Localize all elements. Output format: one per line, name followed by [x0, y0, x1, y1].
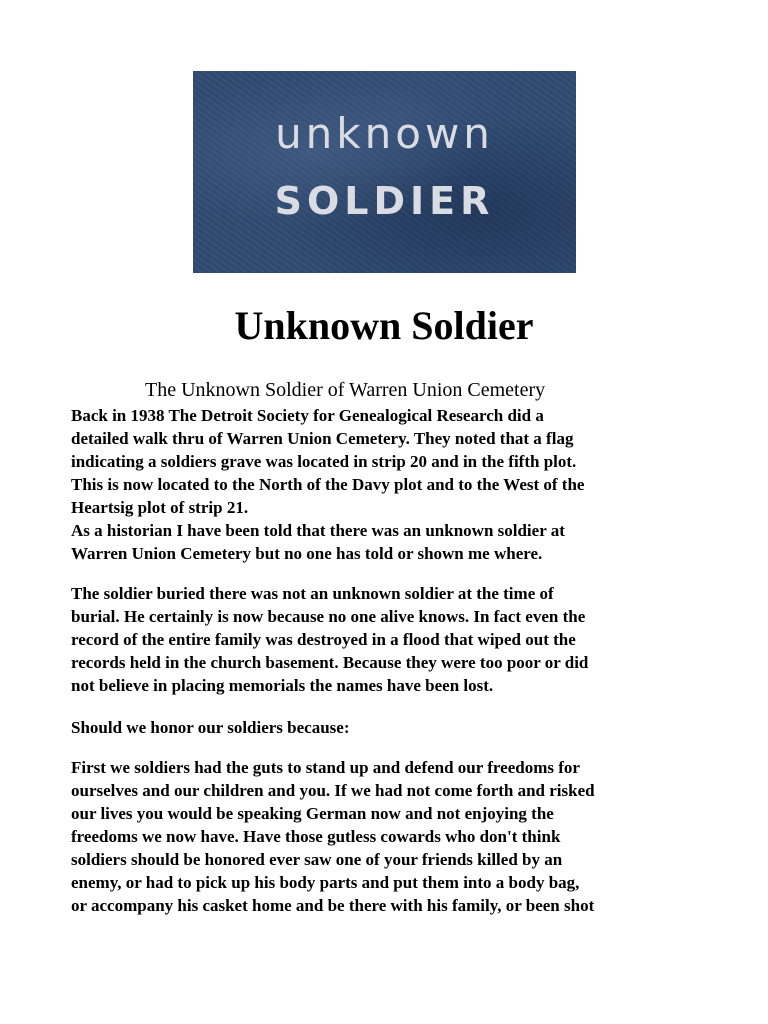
unknown-soldier-banner-image: [193, 71, 576, 273]
document-subtitle: The Unknown Soldier of Warren Union Cemetery: [145, 379, 546, 401]
text-line: our lives you would be speaking German now and not enjoying the: [71, 804, 554, 823]
paragraph-4: [71, 756, 711, 917]
text-line: indicating a soldiers grave was located in strip 20 and in the fifth plot.: [71, 452, 577, 471]
text-line: freedoms we now have. Have those gutless cowards who don't think: [71, 827, 561, 846]
text-line: As a historian I have been told that there was an unknown soldier at: [71, 521, 565, 540]
text-line: First we soldiers had the guts to stand up and defend our freedoms for: [71, 758, 580, 777]
text-line: enemy, or had to pick up his body parts and put them into a body bag,: [71, 873, 580, 892]
page-title: Unknown Soldier: [234, 303, 534, 348]
text-line: burial. He certainly is now because no one alive knows. In fact even the: [71, 607, 586, 626]
text-line: This is now located to the North of the Davy plot and to the West of the: [71, 475, 585, 494]
text-line: not believe in placing memorials the names have been lost.: [71, 676, 494, 695]
paragraph-3: [71, 716, 711, 739]
text-line: The soldier buried there was not an unknown soldier at the time of: [71, 584, 554, 603]
text-line: ourselves and our children and you. If we had not come forth and risked: [71, 781, 595, 800]
text-line: detailed walk thru of Warren Union Cemetery. They noted that a flag: [71, 429, 574, 448]
text-line: records held in the church basement. Because they were too poor or did: [71, 653, 589, 672]
paragraph-2: [71, 582, 711, 697]
text-line: record of the entire family was destroyed in a flood that wiped out the: [71, 630, 576, 649]
text-line: Heartsig plot of strip 21.: [71, 498, 249, 517]
text-line: or accompany his casket home and be there with his family, or been shot: [71, 896, 595, 915]
text-line: Back in 1938 The Detroit Society for Genealogical Research did a: [71, 406, 544, 425]
text-line: Warren Union Cemetery but no one has told or shown me where.: [71, 544, 543, 563]
banner-text-unknown: unknown: [275, 109, 494, 158]
paragraph-1: [71, 404, 711, 565]
banner-text-soldier: SOLDIER: [274, 179, 495, 223]
text-line: soldiers should be honored ever saw one of your friends killed by an: [71, 850, 563, 869]
text-line: Should we honor our soldiers because:: [71, 718, 350, 737]
